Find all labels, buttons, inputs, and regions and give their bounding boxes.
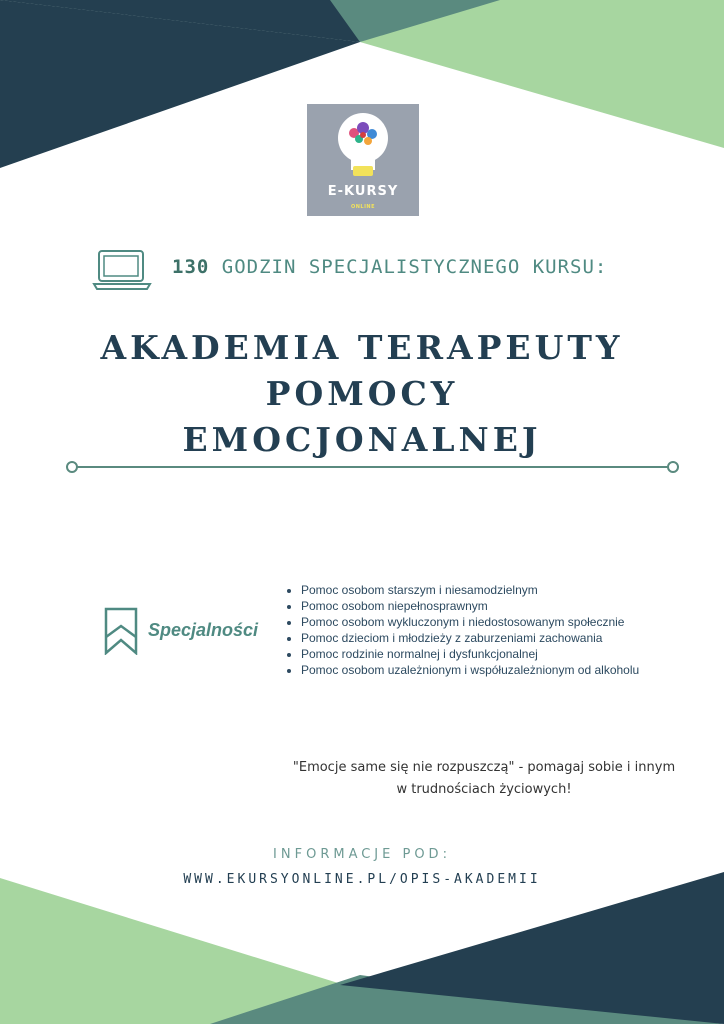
specialties-list (283, 582, 639, 678)
info-url: WWW.EKURSYONLINE.PL/OPIS-AKADEMII (183, 872, 541, 887)
list-item: • Pomoc dzieciom i młodzieży z zaburzeniami zachowania (301, 630, 639, 646)
specialties-label: Specjalności (148, 620, 259, 640)
list-item: • Pomoc osobom niepełnosprawnym (301, 598, 639, 614)
title-line-3: EMOCJONALNEJ (182, 420, 542, 459)
quote (262, 757, 706, 801)
list-item: • Pomoc rodzinie normalnej i dysfunkcjonalnej (301, 646, 639, 662)
lightbulb-brain-icon (307, 104, 419, 216)
title-divider (0, 455, 724, 479)
list-item: • Pomoc osobom uzależnionym i współuzależnionym od alkoholu (301, 662, 639, 678)
laptop-icon (92, 248, 152, 292)
logo (307, 104, 419, 216)
list-item: • Pomoc osobom wykluczonym i niedostosowanym społecznie (301, 614, 639, 630)
list-item: • Pomoc osobom starszym i niesamodzielnym (301, 582, 639, 598)
quote-line-2: w trudnościach życiowych! (396, 782, 572, 797)
hours-row (92, 246, 652, 290)
info-label: INFORMACJE POD: (273, 847, 451, 862)
hours-number: 130 (172, 256, 210, 278)
bookmark-icon (104, 607, 138, 655)
logo-sub: ONLINE (350, 204, 376, 210)
hours-label: GODZIN SPECJALISTYCZNEGO KURSU: (209, 256, 608, 278)
hours-headline (172, 256, 607, 278)
quote-line-1: "Emocje same się nie rozpuszczą" - pomagaj sobie i innym (292, 760, 676, 775)
title-line-2: POMOCY (265, 374, 459, 413)
title-line-1: AKADEMIA TERAPEUTY (100, 328, 624, 367)
logo-brand: E-KURSY (327, 184, 399, 199)
